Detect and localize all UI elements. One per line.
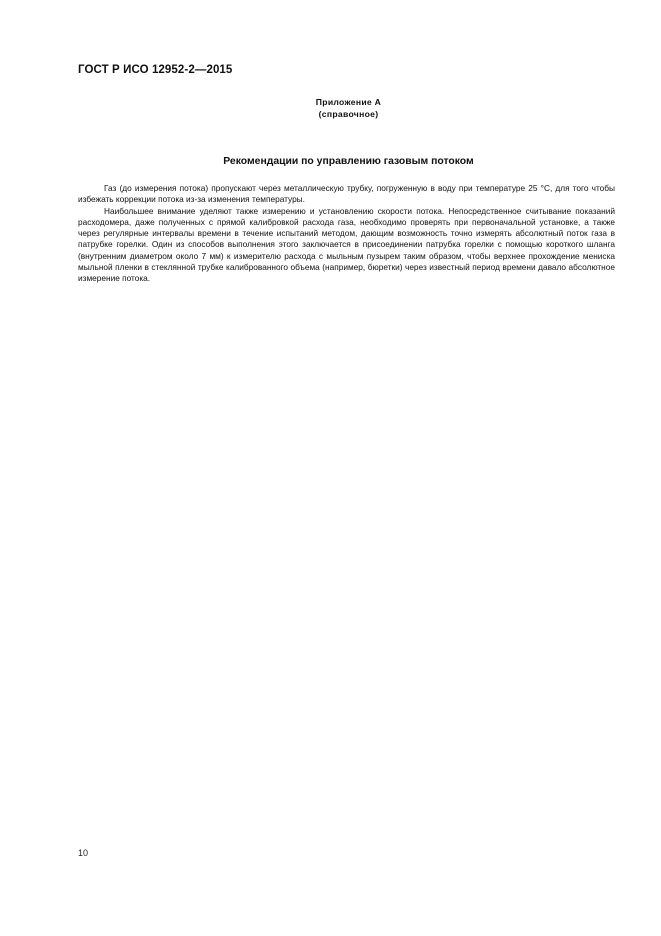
- section-title: Рекомендации по управлению газовым потоком: [223, 156, 474, 167]
- page-number: 10: [78, 848, 89, 858]
- paragraph: Наибольшее внимание уделяют также измерению и установлению скорости потока. Непосредственное считывание показаний расходомера, даже полученных с прямой калибровкой расхода газа, необходимо проверять при первоначальной установке, а также через регулярные интервалы времени в течение испытаний методом, дающим возможность точно измерять абсолютный поток газа в патрубке горелки. Один из способов выполнения этого заключается в присоединении патрубка горелки с помощью короткого шланга (внутренним диаметром около 7 мм) к измерителю расхода с мыльным пузырем таким образом, чтобы верхнее прохождение мениска мыльной пленки в стеклянной трубке калиброванного объема (например, бюретки) через известный период времени давало абсолютное измерение потока.: [78, 205, 615, 284]
- annex-title: Приложение А: [315, 97, 382, 107]
- paragraph: Газ (до измерения потока) пропускают через металлическую трубку, погруженную в воду при температуре 25 °С, для того чтобы избежать коррекции потока из-за изменения температуры.: [78, 183, 615, 205]
- body-text: [78, 183, 615, 285]
- annex-type: (справочное): [318, 109, 379, 119]
- document-standard-header: ГОСТ Р ИСО 12952-2—2015: [78, 64, 233, 76]
- annex-heading: [0, 96, 661, 120]
